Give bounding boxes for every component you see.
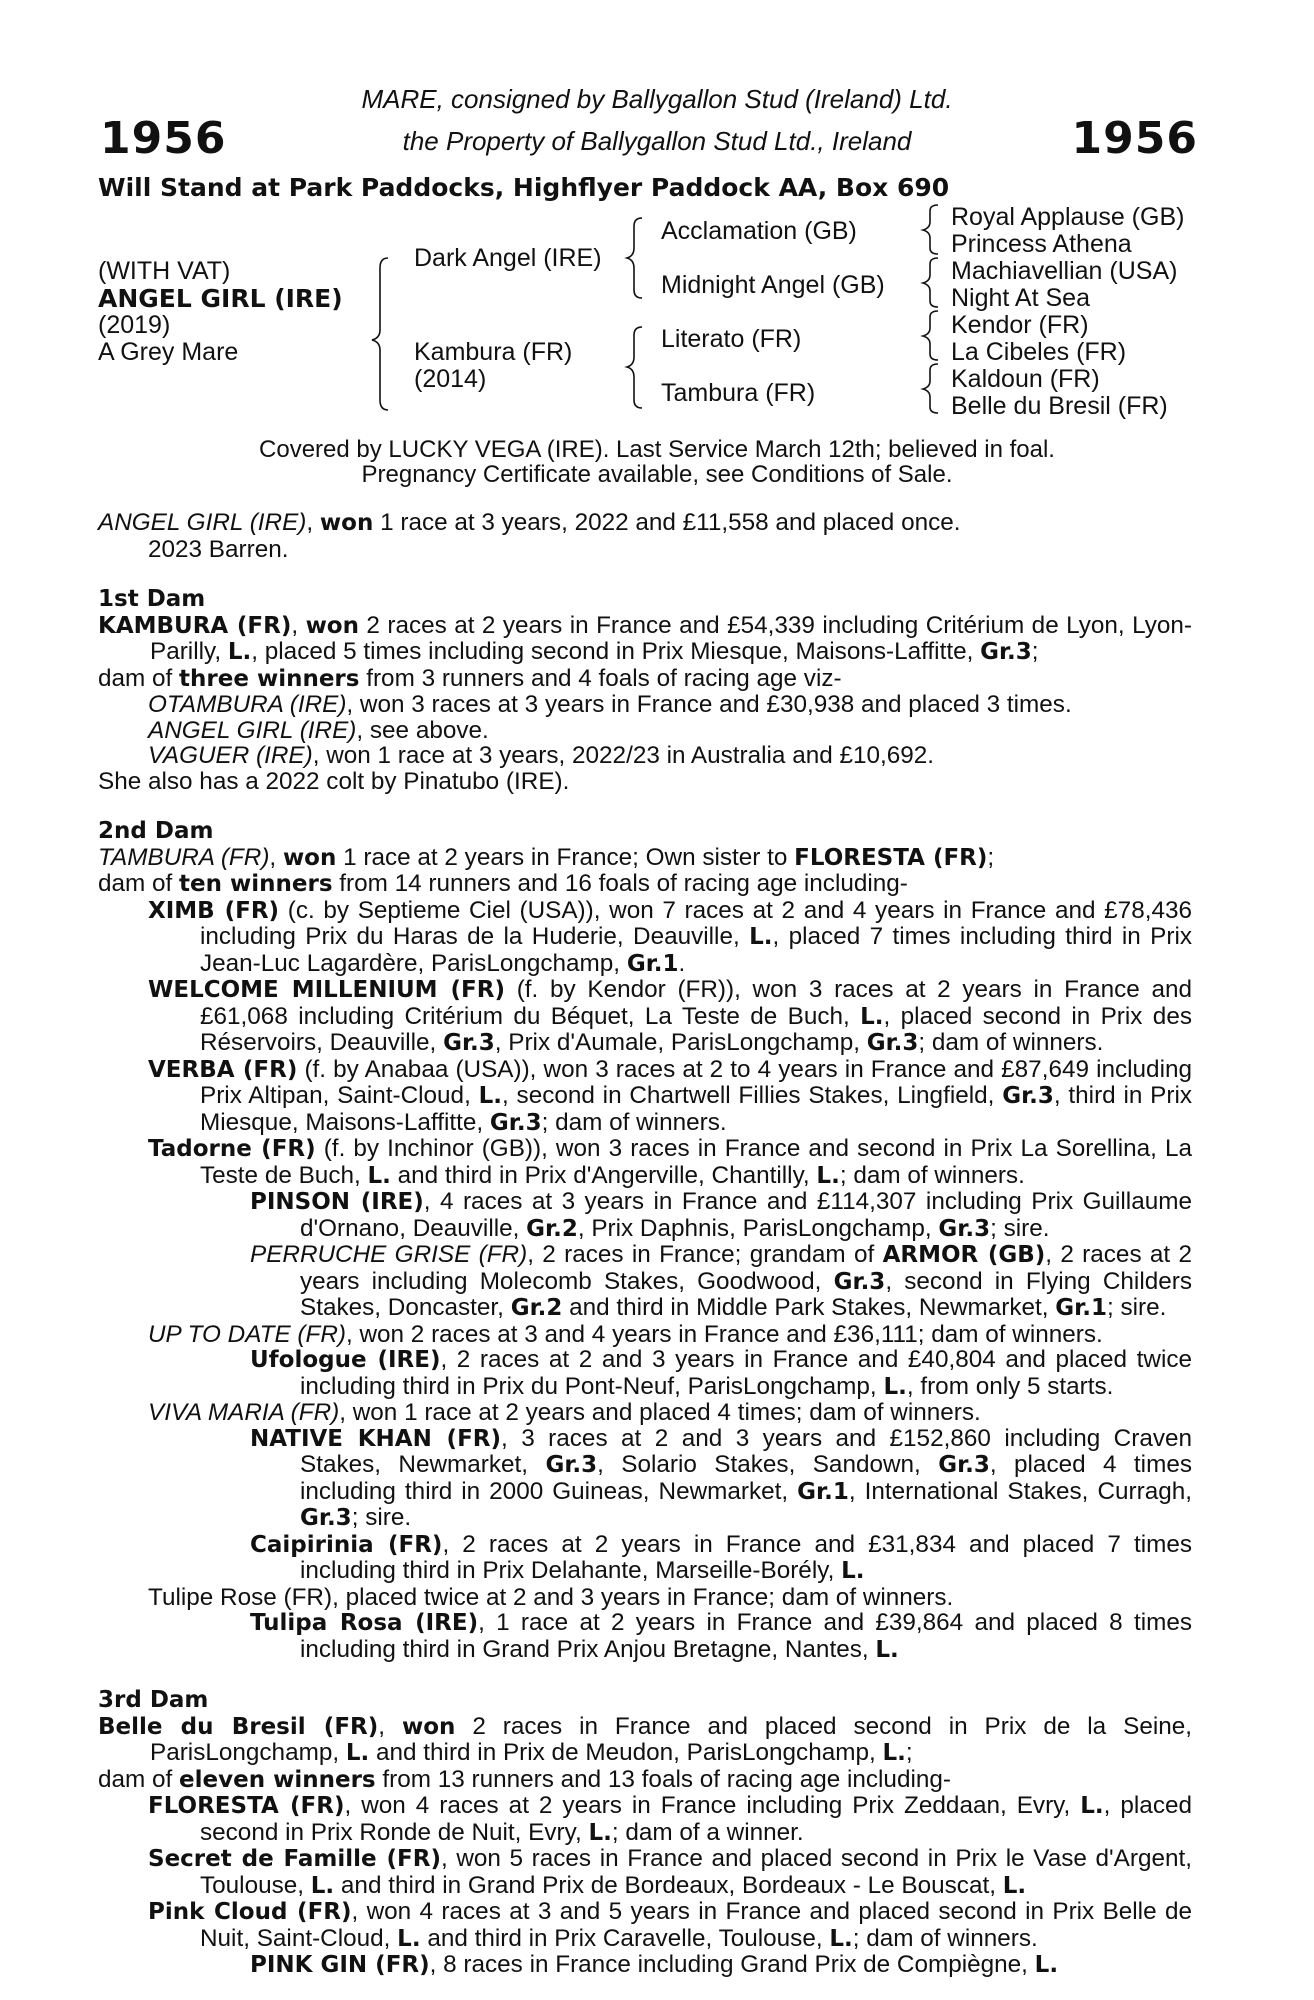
- dam1-listed: L.: [227, 639, 252, 665]
- floresta-entry: [98, 1793, 1192, 1846]
- pinson-text2: , Prix Daphnis, ParisLongchamp,: [577, 1214, 939, 1242]
- floresta-name: FLORESTA (FR): [148, 1793, 345, 1819]
- pink-gin-entry: [98, 1952, 1192, 1979]
- consignor-line: MARE, consigned by Ballygallon Stud (Ireland) Ltd.: [361, 84, 953, 114]
- pc-listed-2: L.: [829, 1925, 853, 1952]
- perruche-text2: , 2 races at 2 years including Molecomb Stakes, Goodwood,: [300, 1241, 1193, 1295]
- pg-name: PINK GIN (FR): [250, 1952, 430, 1978]
- wm-text3: , Prix d'Aumale, ParisLongchamp,: [494, 1029, 867, 1056]
- dam2-won: won: [282, 844, 337, 871]
- dam1-also: She also has a 2022 colt by Pinatubo (IRE).: [98, 767, 570, 795]
- pc-listed-1: L.: [397, 1925, 421, 1952]
- perruche-text5: ; sire.: [1106, 1294, 1167, 1321]
- pc-name: Pink Cloud (FR): [148, 1899, 352, 1925]
- sdf-listed-1: L.: [310, 1872, 335, 1899]
- pc-text3: ; dam of winners.: [852, 1924, 1038, 1952]
- ufologue-name: Ufologue (IRE): [250, 1347, 441, 1373]
- verba-text2: , second in Chartwell Fillies Stakes, Lingfield,: [502, 1082, 1003, 1109]
- perruche-entry: [98, 1242, 1192, 1322]
- nk-text4: , International Stakes, Curragh,: [848, 1477, 1192, 1505]
- ancestor-2: Princess Athena: [951, 230, 1132, 258]
- dam1-grade: Gr.3: [980, 639, 1032, 665]
- dam1-produce-3: [98, 743, 1192, 769]
- pinson-entry: [98, 1189, 1192, 1242]
- dam-year: (2014): [414, 365, 487, 393]
- cai-name: Caipirinia (FR): [250, 1531, 443, 1558]
- wm-text1: (f. by Kendor (FR)), won 3 races at 2 years in France and £61,068 including Critérium du Béquet, La Teste de Buch,: [200, 976, 1192, 1030]
- floresta-text1: , won 4 races at 2 years in France including Prix Zeddaan, Evry,: [344, 1792, 1081, 1819]
- ufologue-text2: , from only 5 starts.: [906, 1372, 1114, 1400]
- wm-name: WELCOME MILLENIUM (FR): [148, 977, 505, 1003]
- perruche-grade-1: Gr.3: [833, 1268, 886, 1295]
- dam1-text1: 2 races at 2 years in France and £54,339 including Critérium de Lyon, Lyon-Parilly,: [150, 611, 1192, 665]
- dam1-heading: 1st Dam: [98, 586, 206, 612]
- nk-name: NATIVE KHAN (FR): [250, 1425, 502, 1452]
- cai-listed: L.: [841, 1558, 865, 1584]
- wm-text2: , placed second in Prix des Réservoirs, Deauville,: [200, 1002, 1192, 1056]
- vaguer-name: VAGUER (IRE): [148, 742, 313, 769]
- dam2-produce-line: [98, 871, 1192, 898]
- dam3-text2: and third in Prix de Meudon, ParisLongchamp,: [369, 1739, 883, 1766]
- tadorne-listed-2: L.: [816, 1162, 840, 1189]
- tadorne-listed-1: L.: [367, 1162, 391, 1189]
- tulipa-rosa-entry: [98, 1610, 1192, 1663]
- dam1-winners: three winners: [179, 665, 360, 692]
- pinson-grade-2: Gr.3: [938, 1215, 991, 1242]
- viva-text: , won 1 race at 2 years and placed 4 times; dam of winners.: [339, 1399, 981, 1426]
- covering-note: Covered by LUCKY VEGA (IRE). Last Service March 12th; believed in foal.: [259, 436, 1055, 463]
- intro-barren: 2023 Barren.: [148, 535, 289, 563]
- ufologue-text1: , 2 races at 2 and 3 years in France and £40,804 and placed twice including third in Prix du Pont-Neuf, ParisLongchamp,: [300, 1346, 1193, 1400]
- dam3-text3: ;: [905, 1739, 913, 1766]
- floresta-listed-1: L.: [1080, 1793, 1104, 1819]
- wm-listed: L.: [860, 1003, 884, 1030]
- dam-name: Kambura (FR): [414, 338, 573, 366]
- angel-girl-text: , see above.: [356, 716, 489, 744]
- lot-number-left: 1956: [100, 113, 227, 164]
- dam3-listed-2: L.: [882, 1740, 906, 1766]
- nk-text1: , 3 races at 2 and 3 years and £152,860 including Craven Stakes, Newmarket,: [300, 1424, 1193, 1478]
- sdf-listed-2: L.: [1002, 1872, 1027, 1899]
- nk-text3: , placed 4 times including third in 2000 Guineas, Newmarket,: [300, 1451, 1192, 1505]
- tadorne-name: Tadorne (FR): [148, 1136, 316, 1162]
- ximb-name: XIMB (FR): [148, 897, 280, 924]
- dam-dam: Tambura (FR): [661, 379, 816, 407]
- dam2-text2: ;: [987, 843, 995, 871]
- ancestor-8: Belle du Bresil (FR): [951, 392, 1168, 420]
- tadorne-text3: ; dam of winners.: [839, 1161, 1025, 1189]
- catalogue-body: [98, 510, 1192, 1979]
- dam1-produce-1: [98, 692, 1192, 718]
- ancestor-5: Kendor (FR): [951, 311, 1089, 339]
- perruche-text3: , second in Flying Childers Stakes, Doncaster,: [300, 1267, 1192, 1321]
- tulipe-rose-entry: Tulipe Rose (FR), placed twice at 2 and 3 years in France; dam of winners.: [148, 1583, 954, 1611]
- intro-record: 1 race at 3 years, 2022 and £11,558 and placed once.: [373, 509, 961, 536]
- nk-grade-1: Gr.3: [545, 1452, 598, 1478]
- nk-text2: , Solario Stakes, Sandown,: [597, 1451, 939, 1478]
- pinson-text1: , 4 races at 3 years in France and £114,307 including Prix Guillaume d'Ornano, Deauville,: [300, 1188, 1192, 1242]
- dam1-produce-2: [98, 718, 1192, 744]
- pc-text1: , won 4 races at 3 and 5 years in France and placed second in Prix Belle de Nuit, Saint-Cloud,: [200, 1898, 1192, 1952]
- tros-listed: L.: [875, 1636, 899, 1663]
- ximb-listed: L.: [749, 924, 773, 950]
- caipirinia-entry: [98, 1532, 1192, 1585]
- dam3-heading: 3rd Dam: [98, 1687, 209, 1713]
- utd-name: UP TO DATE (FR): [148, 1320, 346, 1348]
- ancestor-7: Kaldoun (FR): [951, 365, 1100, 393]
- nk-grade-3: Gr.1: [797, 1478, 849, 1505]
- sire-sire: Acclamation (GB): [661, 217, 857, 245]
- dam3-produce-line: [98, 1767, 1192, 1794]
- perruche-text4: and third in Middle Park Stakes, Newmarket,: [562, 1294, 1056, 1321]
- dam3-name: Belle du Bresil (FR): [98, 1713, 379, 1740]
- stand-location: Will Stand at Park Paddocks, Highflyer Paddock AA, Box 690: [98, 173, 950, 202]
- dam1-damof: dam of: [98, 664, 180, 692]
- pg-text1: , 8 races in France including Grand Prix de Compiègne,: [429, 1951, 1035, 1978]
- lot-number-right: 1956: [1071, 113, 1198, 164]
- verba-grade-1: Gr.3: [1002, 1083, 1054, 1109]
- native-khan-entry: [98, 1426, 1192, 1532]
- utd-text: , won 2 races at 3 and 4 years in France and £36,111; dam of winners.: [345, 1320, 1103, 1348]
- viva-name: VIVA MARIA (FR): [148, 1399, 340, 1426]
- dam3-won: won: [401, 1713, 456, 1740]
- angel-girl-name: ANGEL GIRL (IRE): [148, 716, 357, 744]
- nk-text5: ; sire.: [351, 1504, 412, 1531]
- secret-de-famille-entry: [98, 1846, 1192, 1899]
- tadorne-text2: and third in Prix d'Angerville, Chantilly,: [390, 1161, 817, 1189]
- ancestor-6: La Cibeles (FR): [951, 338, 1127, 366]
- sire-dam: Midnight Angel (GB): [661, 271, 885, 299]
- dam3-listed-1: L.: [345, 1740, 370, 1766]
- tros-name: Tulipa Rosa (IRE): [250, 1610, 479, 1636]
- dam1-text3: ;: [1031, 638, 1039, 665]
- otambura-name: OTAMBURA (IRE): [148, 691, 347, 718]
- ximb-text1: (c. by Septieme Ciel (USA)), won 7 races at 2 and 4 years in France and £78,436 including Prix du Haras de la Huderie, Deauville,: [200, 896, 1192, 950]
- dam1-produce-line: [98, 666, 1192, 693]
- pinson-name: PINSON (IRE): [250, 1189, 424, 1215]
- verba-text1: (f. by Anabaa (USA)), won 3 races at 2 to 4 years in France and £87,649 including Prix Altipan, Saint-Cloud,: [200, 1055, 1192, 1109]
- viva-maria-entry: [98, 1400, 1192, 1426]
- dam3-text1: 2 races in France and placed second in Prix de la Seine, ParisLongchamp,: [150, 1712, 1193, 1766]
- verba-listed: L.: [478, 1083, 503, 1109]
- ximb-grade: Gr.1: [626, 950, 679, 977]
- floresta-text2: , placed second in Prix Ronde de Nuit, Evry,: [200, 1792, 1192, 1846]
- pinson-text3: ; sire.: [990, 1214, 1050, 1242]
- tros-text1: , 1 race at 2 years in France and £39,864 and placed 8 times including third in Grand Prix Anjou Bretagne, Nantes,: [300, 1609, 1192, 1663]
- owner-line: the Property of Ballygallon Stud Ltd., Ireland: [402, 126, 912, 156]
- nk-grade-4: Gr.3: [300, 1505, 352, 1531]
- perruche-grade-2: Gr.2: [510, 1295, 563, 1321]
- vaguer-text: , won 1 race at 3 years, 2022/23 in Australia and £10,692.: [312, 742, 935, 769]
- horse-year: (2019): [98, 311, 171, 339]
- verba-name: VERBA (FR): [148, 1056, 298, 1083]
- horse-description: A Grey Mare: [98, 338, 239, 366]
- ancestor-3: Machiavellian (USA): [951, 257, 1178, 285]
- ximb-entry: [98, 898, 1192, 978]
- sdf-text1: , won 5 races in France and placed second in Prix le Vase d'Argent, Toulouse,: [200, 1845, 1192, 1899]
- welcome-millenium-entry: [98, 977, 1192, 1057]
- sdf-name: Secret de Famille (FR): [148, 1846, 441, 1872]
- vat-note: (WITH VAT): [98, 257, 231, 285]
- dam3-summary: Belle du Bresil (FR), won 2 races in France and placed second in Prix de la Seine, ParisLongchamp, L. and third in Prix de Meudon, ParisLongchamp, L.;: [98, 1712, 1193, 1766]
- dam1-won: won: [305, 612, 359, 639]
- cai-text1: , 2 races at 2 years in France and £31,834 and placed 7 times including third in Prix Delahante, Marseille-Borély,: [300, 1530, 1193, 1584]
- sdf-text2: and third in Grand Prix de Bordeaux, Bordeaux - Le Bouscat,: [334, 1871, 1003, 1899]
- dam2-damof-rest: from 14 runners and 16 foals of racing age including-: [332, 870, 908, 897]
- up-to-date-entry: [98, 1322, 1192, 1348]
- verba-entry: [98, 1057, 1192, 1137]
- tadorne-text1: (f. by Inchinor (GB)), won 3 races in France and second in Prix La Sorellina, La Teste de Buch,: [200, 1135, 1192, 1189]
- dam1-name: KAMBURA (FR): [98, 612, 292, 639]
- otambura-text: , won 3 races at 3 years in France and £30,938 and placed 3 times.: [346, 691, 1072, 718]
- perruche-name: PERRUCHE GRISE (FR): [250, 1241, 528, 1268]
- dam2-summary: TAMBURA (FR), won 1 race at 2 years in France; Own sister to FLORESTA (FR);: [98, 843, 995, 871]
- dam1-text2: , placed 5 times including second in Prix Miesque, Maisons-Laffitte,: [251, 638, 981, 665]
- perruche-text1: , 2 races in France; grandam of: [527, 1241, 883, 1268]
- ancestor-4: Night At Sea: [951, 284, 1090, 312]
- verba-grade-2: Gr.3: [489, 1109, 542, 1136]
- floresta-listed-2: L.: [588, 1819, 612, 1846]
- intro-won: won: [319, 510, 374, 536]
- dam2-winners: ten winners: [179, 871, 333, 897]
- ancestor-1: Royal Applause (GB): [951, 203, 1185, 231]
- dam2-heading: 2nd Dam: [98, 818, 214, 844]
- horse-name: ANGEL GIRL (IRE): [98, 284, 343, 313]
- tadorne-entry: [98, 1136, 1192, 1189]
- floresta-text3: ; dam of a winner.: [611, 1818, 804, 1846]
- wm-grade-1: Gr.3: [443, 1030, 495, 1056]
- verba-text3: , third in Prix Miesque, Maisons-Laffitte,: [200, 1082, 1193, 1136]
- ufologue-listed: L.: [883, 1373, 907, 1400]
- dam3-winners: eleven winners: [179, 1766, 376, 1793]
- dam2-name: TAMBURA (FR): [98, 843, 270, 871]
- armor-name: ARMOR (GB): [882, 1242, 1046, 1268]
- ximb-text2: , placed 7 times including third in Prix Jean-Luc Lagardère, ParisLongchamp,: [200, 923, 1192, 977]
- sire-name: Dark Angel (IRE): [414, 244, 602, 272]
- pink-cloud-entry: [98, 1899, 1192, 1952]
- wm-text4: ; dam of winners.: [918, 1029, 1104, 1056]
- dam3-damof: dam of: [98, 1765, 180, 1793]
- verba-text4: ; dam of winners.: [541, 1108, 727, 1136]
- perruche-grade-3: Gr.1: [1055, 1295, 1107, 1321]
- dam1-damof-rest: from 3 runners and 4 foals of racing age viz-: [359, 664, 842, 692]
- nk-grade-2: Gr.3: [938, 1452, 990, 1478]
- dam2-sister: FLORESTA (FR): [794, 844, 988, 871]
- dam2-text1: 1 race at 2 years in France; Own sister to: [336, 843, 795, 871]
- ufologue-entry: [98, 1347, 1192, 1400]
- dam1-summary: KAMBURA (FR), won 2 races at 2 years in France and £54,339 including Critérium de Lyon, Lyon-Parilly, L., placed 5 times including second in Prix Miesque, Maisons-Laffitte, Gr.3;: [98, 611, 1192, 665]
- intro-horse-name: ANGEL GIRL (IRE): [98, 509, 307, 536]
- pregnancy-note: Pregnancy Certificate available, see Conditions of Sale.: [361, 461, 953, 488]
- pc-text2: and third in Prix Caravelle, Toulouse,: [420, 1924, 830, 1952]
- dam2-damof: dam of: [98, 870, 180, 897]
- pg-listed: L.: [1034, 1952, 1059, 1978]
- ximb-text3: .: [678, 949, 686, 977]
- intro-line: ANGEL GIRL (IRE), won 1 race at 3 years, 2022 and £11,558 and placed once.: [98, 509, 961, 536]
- pinson-grade-1: Gr.2: [526, 1215, 578, 1242]
- dam-sire: Literato (FR): [661, 325, 802, 353]
- wm-grade-2: Gr.3: [866, 1030, 919, 1056]
- dam3-damof-rest: from 13 runners and 13 foals of racing age including-: [375, 1765, 951, 1793]
